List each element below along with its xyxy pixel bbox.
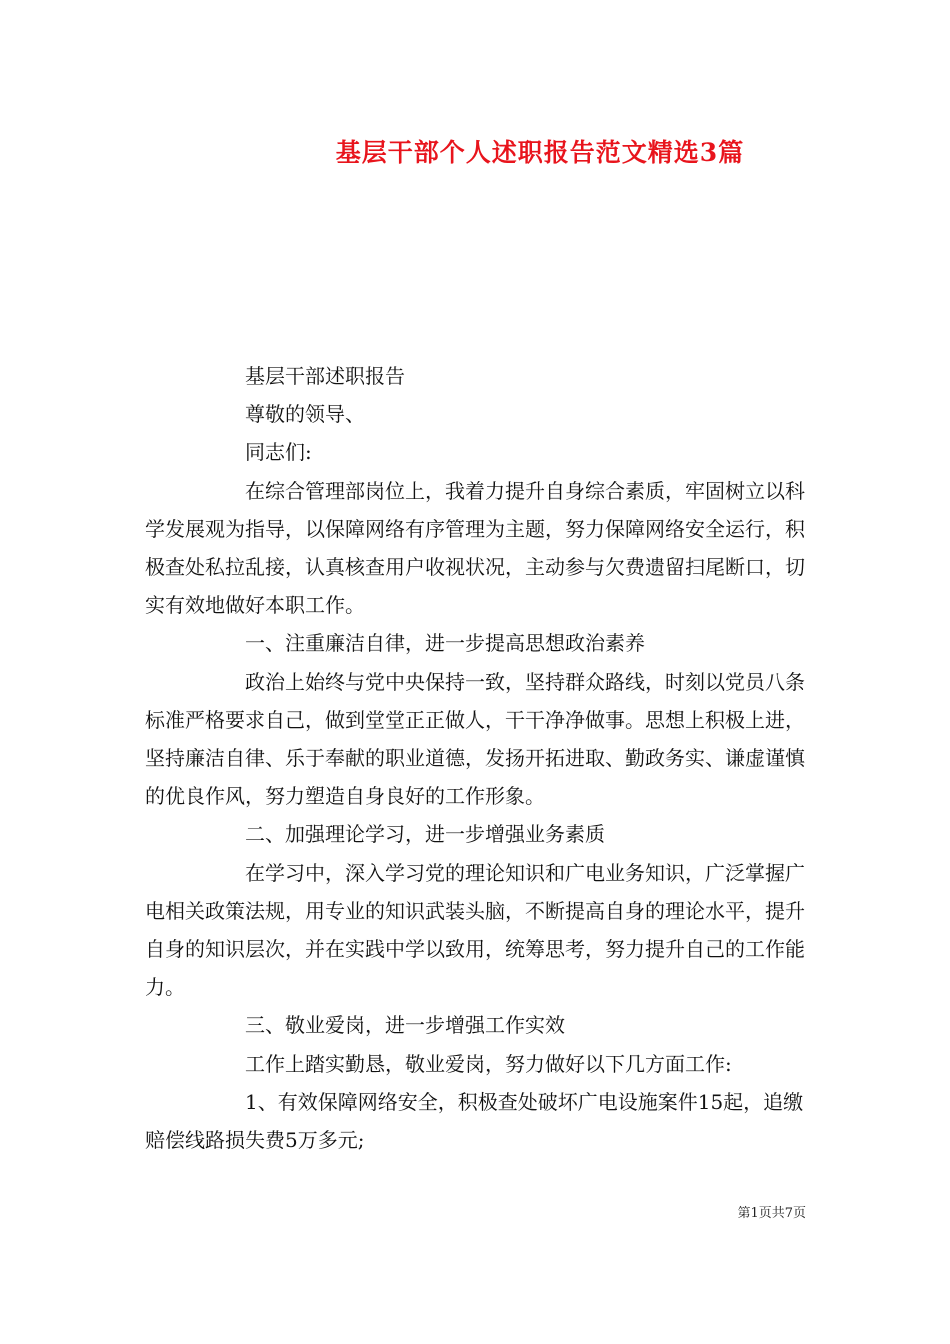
section-heading-2: 二、加强理论学习，进一步增强业务素质	[245, 822, 605, 847]
page-number: 第1页共7页	[737, 1206, 806, 1221]
salutation-line-2: 同志们:	[245, 440, 312, 465]
document-title: 基层干部个人述职报告范文精选3篇	[335, 138, 745, 167]
section-heading-3: 三、敬业爱岗，进一步增强工作实效	[245, 1013, 565, 1038]
list-item-1: 1、有效保障网络安全，积极查处破坏广电设施案件15起，追缴赔偿线路损失费5万多元;	[145, 1089, 804, 1153]
report-heading: 基层干部述职报告	[245, 364, 405, 388]
section-heading-1: 一、注重廉洁自律，进一步提高思想政治素养	[245, 631, 645, 656]
section-3-paragraph: 工作上踏实勤恳，敬业爱岗，努力做好以下几方面工作:	[245, 1051, 732, 1076]
intro-paragraph: 在综合管理部岗位上，我着力提升自身综合素质，牢固树立以科学发展观为指导，以保障网络有序管理为主题，努力保障网络安全运行，积极查处私拉乱接，认真核查用户收视状况，主动参与欠费遗留扫尾断口，切实有效地做好本职工作。	[145, 478, 805, 618]
section-2-paragraph: 在学习中，深入学习党的理论知识和广电业务知识，广泛掌握广电相关政策法规，用专业的知识武装头脑，不断提高自身的理论水平，提升自身的知识层次，并在实践中学以致用，统筹思考，努力提升自己的工作能力。	[145, 860, 805, 1000]
document-body	[145, 357, 813, 1159]
section-1-paragraph: 政治上始终与党中央保持一致，坚持群众路线，时刻以党员八条标准严格要求自己，做到堂堂正正做人，干干净净做事。思想上积极上进，坚持廉洁自律、乐于奉献的职业道德，发扬开拓进取、勤政务实、谦虚谨慎的优良作风，努力塑造自身良好的工作形象。	[145, 669, 805, 809]
salutation-line-1: 尊敬的领导、	[245, 402, 365, 427]
